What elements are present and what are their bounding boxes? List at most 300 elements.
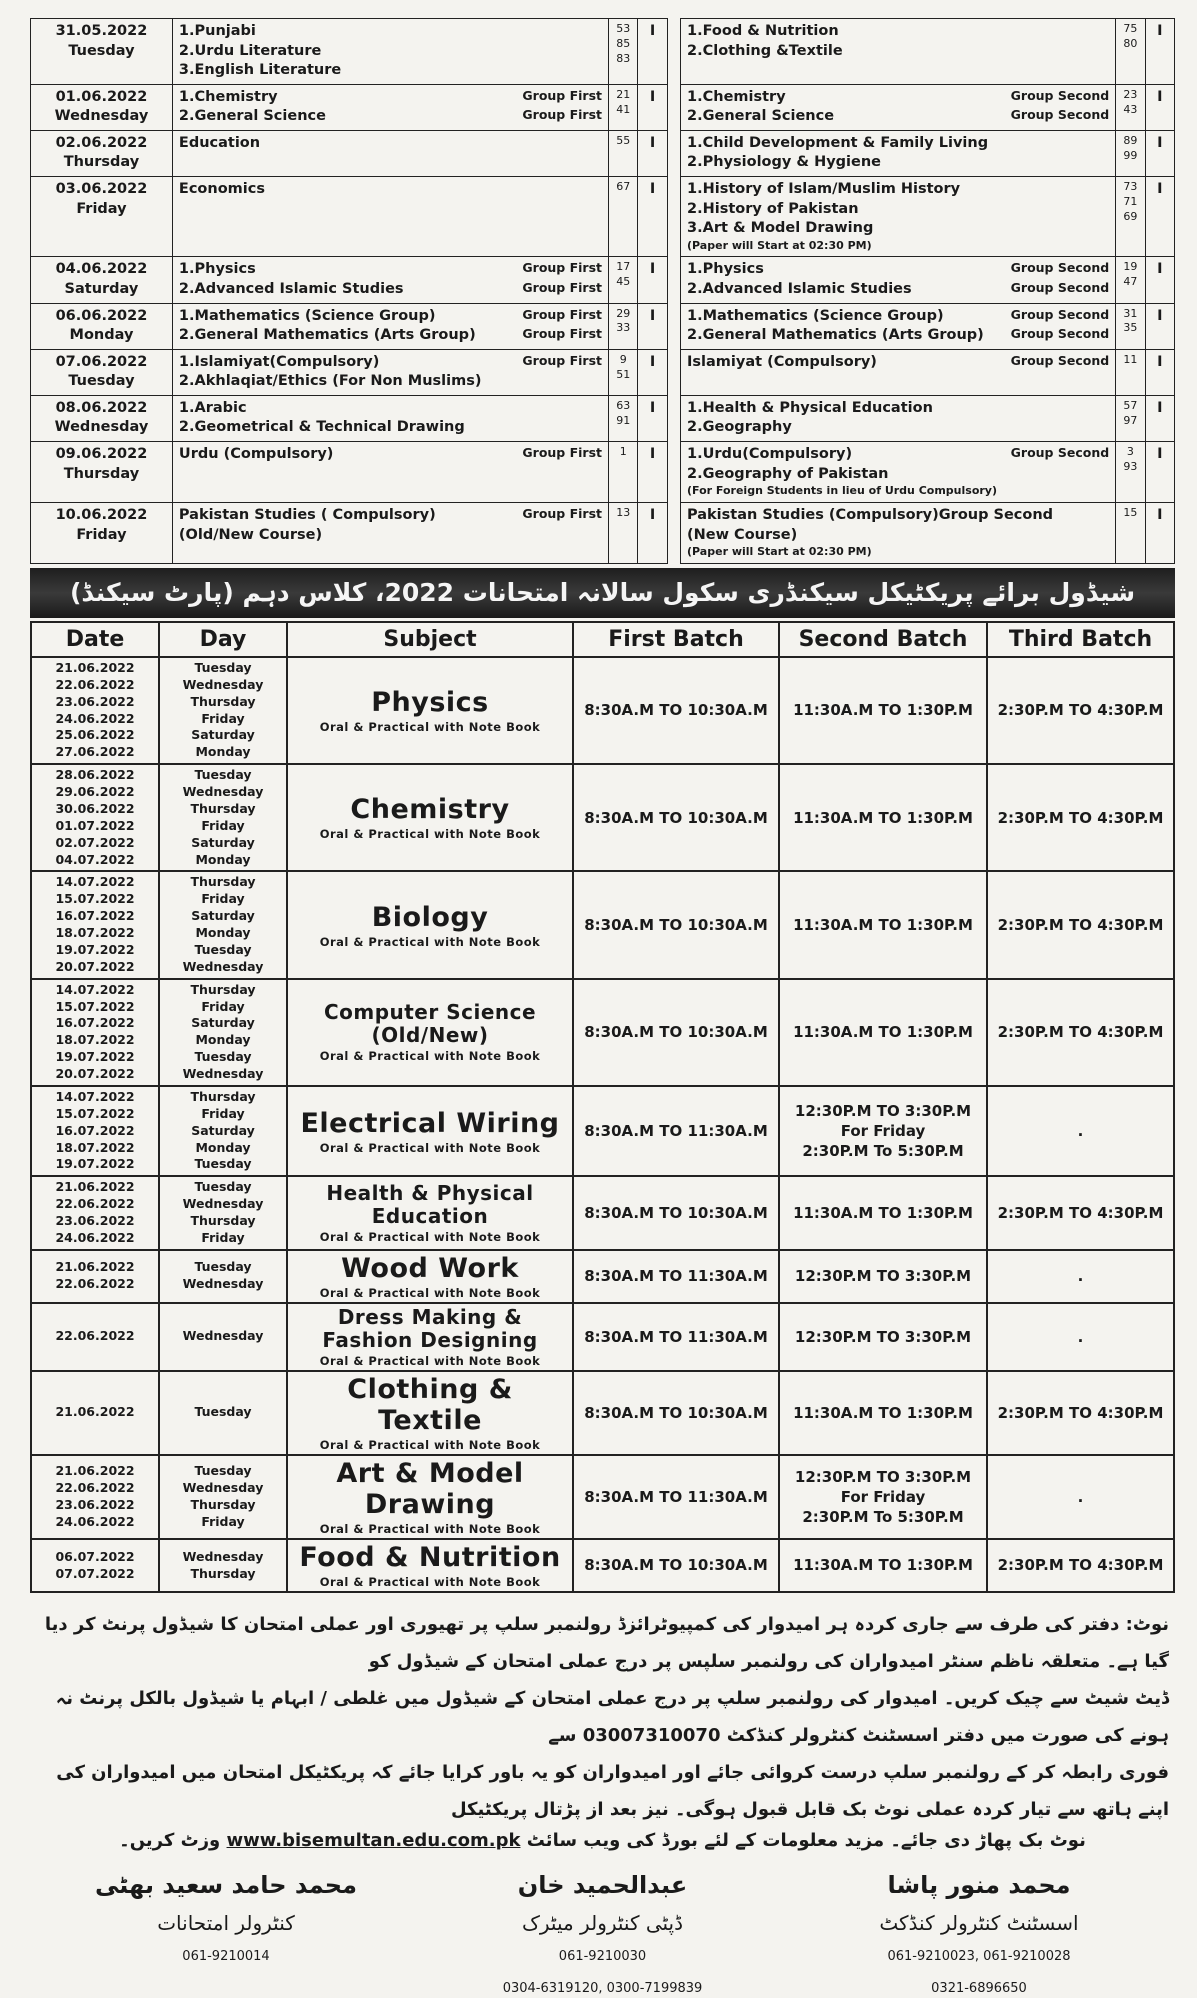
subject-line	[687, 134, 1109, 154]
batch-second-cell	[779, 1455, 987, 1539]
practical-day: Wednesday	[182, 1480, 264, 1496]
practical-day: Friday	[201, 1513, 245, 1529]
subject-name: 2.General Science	[687, 108, 835, 125]
subject-code: 31	[1123, 306, 1138, 320]
theory-date: 02.06.2022	[55, 134, 148, 151]
batch-time: 2:30P.M TO 4:30P.M	[997, 1403, 1164, 1422]
column-gap	[667, 502, 680, 563]
subject-name: 1.Chemistry	[687, 88, 786, 105]
subject-line	[687, 219, 1109, 239]
practical-schedule-banner: شیڈول برائے پریکٹیکل سیکنڈری سکول سالانہ امتحانات 2022، کلاس دہم (پارٹ سیکنڈ)	[30, 568, 1175, 618]
subject-code: 3	[1126, 444, 1134, 458]
practical-date: 04.07.2022	[55, 851, 135, 867]
batch-second-cell	[779, 1371, 987, 1455]
subject-name: Economics	[178, 180, 265, 197]
practical-date: 14.07.2022	[55, 981, 135, 997]
batch-third-cell	[987, 1176, 1174, 1250]
practical-subject-note: Oral & Practical with Note Book	[319, 1437, 541, 1452]
subject-codes-cell	[609, 303, 638, 349]
subject-name: 1.Child Development & Family Living	[687, 134, 989, 151]
subject-code: 35	[1123, 321, 1138, 335]
subject-codes-cell	[609, 502, 638, 563]
time-code: I	[638, 303, 667, 349]
subject-group: Group Second	[1010, 280, 1110, 296]
theory-subjects-cell	[172, 303, 608, 349]
batch-third-cell	[987, 1086, 1174, 1176]
practical-subject-note: Oral & Practical with Note Book	[319, 1522, 541, 1537]
theory-row	[31, 395, 1175, 441]
theory-date-cell	[31, 441, 173, 502]
subject-line	[179, 506, 602, 526]
batch-time: 11:30A.M TO 1:30P.M	[793, 1403, 973, 1422]
practical-date: 21.06.2022	[55, 659, 135, 675]
subject-codes-cell	[1116, 84, 1145, 130]
batch-time: 2:30P.M To 5:30P.M	[802, 1142, 964, 1161]
practical-dates-cell	[31, 1250, 159, 1303]
practical-dates-cell	[31, 657, 159, 764]
subject-group: Group First	[522, 87, 603, 103]
subject-name: 1.Urdu(Compulsory)	[687, 445, 853, 462]
header-first-batch: First Batch	[573, 622, 779, 657]
theory-day: Saturday	[64, 281, 139, 298]
batch-second-cell	[779, 657, 987, 764]
subject-line	[687, 465, 1109, 485]
subject-code: 11	[1123, 352, 1138, 366]
practical-day: Saturday	[191, 1122, 255, 1138]
practical-day: Thursday	[190, 1565, 256, 1581]
practical-day: Thursday	[190, 1088, 256, 1104]
practical-days-cell	[159, 1086, 287, 1176]
subject-line	[687, 200, 1109, 220]
practical-date: 02.07.2022	[55, 834, 135, 850]
practical-day: Tuesday	[194, 1179, 252, 1195]
practical-day: Wednesday	[182, 1276, 264, 1292]
subject-name: 1.History of Islam/Muslim History	[687, 180, 961, 197]
theory-date-cell	[31, 395, 173, 441]
subject-group: Group Second	[1010, 326, 1110, 342]
subject-line	[687, 88, 1109, 108]
practical-subject-note: Oral & Practical with Note Book	[319, 1140, 541, 1155]
batch-first-cell	[573, 1176, 779, 1250]
practical-date: 07.07.2022	[55, 1565, 135, 1581]
practical-date: 21.06.2022	[55, 1463, 135, 1479]
practical-dates-cell	[31, 979, 159, 1086]
subject-code: 85	[616, 36, 631, 50]
subject-name: Islamiyat (Compulsory)	[687, 353, 877, 370]
practical-subject-cell	[287, 1303, 573, 1371]
batch-time: 2:30P.M TO 4:30P.M	[997, 915, 1164, 934]
practical-date: 22.06.2022	[55, 676, 135, 692]
subject-name: Pakistan Studies (Compulsory)Group Second	[687, 506, 1054, 523]
practical-subject-name: Food & Nutrition	[299, 1542, 561, 1574]
theory-subjects-cell	[172, 502, 608, 563]
batch-second-cell	[779, 1539, 987, 1592]
subject-line	[179, 107, 602, 127]
practical-subject-cell	[287, 1086, 573, 1176]
subject-group: Group First	[522, 260, 603, 276]
subject-name: 1.Punjabi	[178, 23, 256, 39]
practical-day: Wednesday	[182, 1328, 264, 1344]
theory-row	[31, 441, 1175, 502]
batch-third-cell	[987, 979, 1174, 1086]
practical-day: Monday	[195, 1139, 251, 1155]
theory-subjects-cell	[681, 502, 1116, 563]
theory-subjects-cell	[681, 395, 1116, 441]
practical-day: Friday	[201, 998, 245, 1014]
subject-code: 47	[1123, 275, 1138, 289]
batch-second-cell	[779, 1303, 987, 1371]
practical-day: Thursday	[190, 981, 256, 997]
practical-date: 28.06.2022	[55, 767, 135, 783]
batch-time: 2:30P.M TO 4:30P.M	[997, 808, 1164, 827]
subject-codes-cell	[1116, 257, 1145, 303]
practical-row	[31, 1176, 1174, 1250]
subject-codes-cell	[609, 349, 638, 395]
practical-day: Wednesday	[182, 1066, 264, 1082]
subject-line	[687, 22, 1109, 42]
subject-name: (Old/New Course)	[178, 526, 323, 543]
subject-code: 80	[1123, 36, 1138, 50]
subject-line	[687, 307, 1109, 327]
practical-row	[31, 1371, 1174, 1455]
subject-code: 63	[616, 398, 631, 412]
subject-codes-cell	[609, 130, 638, 176]
subject-name: 1.Food & Nutrition	[687, 23, 839, 39]
practical-subject-note: Oral & Practical with Note Book	[319, 1353, 541, 1368]
batch-third-cell	[987, 657, 1174, 764]
practical-subject-cell	[287, 657, 573, 764]
subject-name: 2.Physiology & Hygiene	[687, 154, 882, 171]
subject-codes-cell	[1116, 441, 1145, 502]
time-code: I	[638, 441, 667, 502]
theory-date: 04.06.2022	[55, 261, 148, 278]
practical-row	[31, 1455, 1174, 1539]
theory-row	[31, 257, 1175, 303]
practical-date: 16.07.2022	[55, 1015, 135, 1031]
subject-codes-cell	[1116, 176, 1145, 257]
batch-time: .	[1077, 1121, 1084, 1140]
time-code: I	[1145, 257, 1174, 303]
practical-day: Saturday	[191, 834, 255, 850]
batch-second-cell	[779, 871, 987, 978]
batch-time: 2:30P.M TO 4:30P.M	[997, 1023, 1164, 1042]
theory-day: Thursday	[63, 154, 140, 171]
theory-date-cell	[31, 257, 173, 303]
signatory-phone: 061-9210014	[182, 1949, 270, 1965]
notes-section	[30, 1607, 1175, 1828]
time-code: I	[1145, 84, 1174, 130]
practical-dates-cell	[31, 1086, 159, 1176]
subject-name: 1.Chemistry	[178, 88, 278, 105]
subject-code: 97	[1123, 413, 1138, 427]
subject-code: 23	[1123, 87, 1138, 101]
subject-line	[179, 418, 602, 438]
time-code: I	[638, 502, 667, 563]
batch-time: 8:30A.M TO 10:30A.M	[584, 915, 768, 934]
batch-time: 8:30A.M TO 11:30A.M	[584, 1487, 768, 1506]
practical-date: 15.07.2022	[55, 891, 135, 907]
practical-date: 18.07.2022	[55, 925, 135, 941]
practical-date: 14.07.2022	[55, 1088, 135, 1104]
practical-day: Thursday	[190, 1213, 256, 1229]
batch-time: 8:30A.M TO 10:30A.M	[584, 1023, 768, 1042]
practical-date: 24.06.2022	[55, 1513, 135, 1529]
batch-time: .	[1077, 1267, 1084, 1286]
subject-code: 69	[1123, 209, 1138, 223]
practical-days-cell	[159, 1455, 287, 1539]
practical-header-row	[31, 622, 1174, 657]
batch-time: 11:30A.M TO 1:30P.M	[793, 701, 973, 720]
theory-row	[31, 84, 1175, 130]
theory-subjects-cell	[681, 176, 1116, 257]
time-code: I	[638, 176, 667, 257]
subject-name: 3.English Literature	[178, 62, 342, 79]
practical-row	[31, 1086, 1174, 1176]
subject-codes-cell	[609, 395, 638, 441]
theory-date: 01.06.2022	[55, 88, 148, 105]
subject-code: 99	[1123, 148, 1138, 162]
theory-date: 09.06.2022	[55, 445, 148, 462]
practical-subject-cell	[287, 1250, 573, 1303]
signatory-phone-2: 0321-6896650	[931, 1980, 1027, 1996]
subject-code: 33	[616, 321, 631, 335]
subject-line	[179, 307, 602, 327]
practical-subject-name: Computer Science (Old/New)	[323, 1000, 537, 1048]
practical-date: 21.06.2022	[55, 1404, 135, 1420]
subject-line	[179, 280, 602, 300]
time-code: I	[638, 257, 667, 303]
date-sheet-page	[30, 18, 1175, 1998]
practical-date: 18.07.2022	[55, 1032, 135, 1048]
theory-subjects-cell	[681, 19, 1116, 85]
time-code: I	[1145, 130, 1174, 176]
practical-subject-name: Biology	[371, 901, 489, 933]
theory-row	[31, 502, 1175, 563]
practical-row	[31, 764, 1174, 871]
theory-day: Friday	[76, 200, 127, 217]
theory-date-cell	[31, 502, 173, 563]
batch-time: 8:30A.M TO 11:30A.M	[584, 1327, 768, 1346]
theory-subjects-cell	[681, 303, 1116, 349]
subject-name: 2.Advanced Islamic Studies	[178, 281, 404, 298]
subject-name: 1.Arabic	[178, 399, 247, 416]
practical-day: Wednesday	[182, 784, 264, 800]
subject-name: 2.Geometrical & Technical Drawing	[178, 419, 465, 436]
subject-code: 89	[1123, 133, 1138, 147]
practical-date: 01.07.2022	[55, 817, 135, 833]
batch-second-cell	[779, 979, 987, 1086]
practical-subject-name: Physics	[371, 687, 489, 718]
batch-time: .	[1077, 1487, 1084, 1506]
time-code: I	[1145, 395, 1174, 441]
batch-time: For Friday	[840, 1487, 926, 1506]
signature-block	[443, 1871, 763, 1998]
practical-date: 22.06.2022	[55, 1276, 135, 1292]
subject-name: 2.General Mathematics (Arts Group)	[687, 327, 984, 344]
paper-note: (For Foreign Students in lieu of Urdu Compulsory)	[687, 484, 998, 498]
subject-codes-cell	[609, 19, 638, 85]
practical-date: 25.06.2022	[55, 727, 135, 743]
note-line: فوری رابطہ کر کے رولنمبر سلپ درست کروائی جائے اور امیدواران کو یہ باور کرایا جائے کہ پریکٹیکل امتحان میں امیدواران کی اپنے ہاتھ سے تیار کردہ عملی نوٹ بک قابل قبول ہوگی۔ نیز بعد از پڑتال پریکٹیکل	[56, 1761, 1169, 1820]
theory-subjects-cell	[172, 19, 608, 85]
column-gap	[667, 303, 680, 349]
theory-row	[31, 176, 1175, 257]
practical-date: 22.06.2022	[55, 1480, 135, 1496]
batch-time: 2:30P.M TO 4:30P.M	[997, 1203, 1164, 1222]
theory-subjects-cell	[172, 395, 608, 441]
subject-code: 29	[616, 306, 631, 320]
batch-time: 8:30A.M TO 11:30A.M	[584, 1267, 768, 1286]
batch-third-cell	[987, 1250, 1174, 1303]
subject-code: 75	[1123, 22, 1138, 35]
practical-days-cell	[159, 1539, 287, 1592]
batch-time: 2:30P.M TO 4:30P.M	[997, 701, 1164, 720]
batch-first-cell	[573, 1371, 779, 1455]
practical-date: 15.07.2022	[55, 1105, 135, 1121]
practical-date: 27.06.2022	[55, 744, 135, 760]
theory-date-cell	[31, 176, 173, 257]
theory-subjects-cell	[681, 84, 1116, 130]
batch-third-cell	[987, 871, 1174, 978]
theory-day: Thursday	[63, 465, 140, 482]
time-code: I	[638, 19, 667, 85]
batch-time: 12:30P.M TO 3:30P.M	[794, 1327, 972, 1346]
theory-day: Monday	[69, 327, 134, 344]
batch-time: 12:30P.M TO 3:30P.M	[794, 1267, 972, 1286]
practical-date: 30.06.2022	[55, 800, 135, 816]
website-link[interactable]: www.bisemultan.edu.com.pk	[226, 1830, 521, 1852]
subject-codes-cell	[609, 441, 638, 502]
website-line	[30, 1830, 1175, 1851]
theory-subjects-cell	[172, 349, 608, 395]
subject-codes-cell	[1116, 303, 1145, 349]
subject-code: 83	[616, 51, 631, 65]
subject-line	[687, 107, 1109, 127]
time-code: I	[1145, 502, 1174, 563]
practical-day: Thursday	[190, 1496, 256, 1512]
theory-subjects-cell	[172, 130, 608, 176]
subject-line	[687, 326, 1109, 346]
column-gap	[667, 130, 680, 176]
column-gap	[667, 19, 680, 85]
practical-day: Friday	[201, 891, 245, 907]
practical-subject-cell	[287, 1539, 573, 1592]
practical-dates-cell	[31, 1303, 159, 1371]
practical-day: Tuesday	[194, 1463, 252, 1479]
signatory-title: اسسٹنٹ کنٹرولر کنڈکٹ	[879, 1911, 1079, 1936]
batch-time: 12:30P.M TO 3:30P.M	[794, 1101, 972, 1120]
subject-group: Group Second	[1010, 260, 1110, 276]
subject-name: 1.Physics	[178, 261, 256, 278]
practical-day: Saturday	[191, 1015, 255, 1031]
subject-name: 2.Clothing &Textile	[687, 42, 843, 59]
signatures	[30, 1871, 1175, 1998]
time-code: I	[1145, 441, 1174, 502]
practical-dates-cell	[31, 1455, 159, 1539]
practical-subject-note: Oral & Practical with Note Book	[319, 720, 541, 735]
header-second-batch: Second Batch	[779, 622, 987, 657]
theory-day: Tuesday	[68, 42, 135, 59]
subject-name: 3.Art & Model Drawing	[687, 220, 874, 237]
subject-line	[687, 506, 1109, 526]
batch-second-cell	[779, 764, 987, 871]
subject-code: 51	[616, 367, 631, 381]
batch-time: 11:30A.M TO 1:30P.M	[793, 1203, 973, 1222]
practical-days-cell	[159, 1176, 287, 1250]
subject-line	[179, 372, 602, 392]
subject-codes-cell	[1116, 395, 1145, 441]
time-code: I	[1145, 303, 1174, 349]
practical-subject-name: Dress Making & Fashion Designing	[322, 1304, 538, 1352]
theory-day: Wednesday	[54, 419, 149, 436]
practical-day: Monday	[195, 925, 251, 941]
batch-time: 8:30A.M TO 10:30A.M	[584, 1203, 768, 1222]
practical-day: Tuesday	[194, 1259, 252, 1275]
practical-dates-cell	[31, 1371, 159, 1455]
time-code: I	[1145, 19, 1174, 85]
practical-day: Wednesday	[182, 958, 264, 974]
practical-day: Monday	[195, 1032, 251, 1048]
subject-group: Group First	[522, 352, 603, 368]
subject-group: Group First	[522, 444, 603, 460]
practical-date: 06.07.2022	[55, 1548, 135, 1564]
batch-time: 2:30P.M TO 4:30P.M	[997, 1556, 1164, 1575]
theory-row	[31, 349, 1175, 395]
subject-line	[687, 399, 1109, 419]
signatory-name: محمد حامد سعید بھٹی	[95, 1871, 357, 1900]
subject-codes-cell	[1116, 130, 1145, 176]
subject-name: 1.Islamiyat(Compulsory)	[178, 353, 380, 370]
batch-time: 11:30A.M TO 1:30P.M	[793, 1023, 973, 1042]
practical-schedule-table	[30, 621, 1175, 1593]
theory-subjects-cell	[172, 441, 608, 502]
batch-time: 11:30A.M TO 1:30P.M	[793, 1556, 973, 1575]
subject-code: 43	[1123, 102, 1138, 116]
practical-day: Tuesday	[194, 941, 252, 957]
subject-name: 1.Mathematics (Science Group)	[687, 307, 944, 324]
practical-dates-cell	[31, 764, 159, 871]
column-gap	[667, 349, 680, 395]
practical-subject-name: Electrical Wiring	[300, 1107, 560, 1139]
practical-subject-name: Clothing & Textile	[347, 1373, 513, 1436]
practical-date: 19.07.2022	[55, 1049, 135, 1065]
practical-day: Thursday	[190, 693, 256, 709]
theory-day: Wednesday	[54, 108, 149, 125]
column-gap	[667, 395, 680, 441]
practical-subject-cell	[287, 1371, 573, 1455]
theory-date: 06.06.2022	[55, 307, 148, 324]
subject-line	[687, 260, 1109, 280]
subject-codes-cell	[1116, 349, 1145, 395]
subject-name: 1.Health & Physical Education	[687, 399, 933, 416]
batch-third-cell	[987, 1455, 1174, 1539]
subject-codes-cell	[1116, 19, 1145, 85]
theory-row	[31, 130, 1175, 176]
subject-line	[179, 88, 602, 108]
theory-row	[31, 19, 1175, 85]
time-code: I	[1145, 349, 1174, 395]
subject-group: Group Second	[1010, 107, 1110, 123]
subject-name: 1.Mathematics (Science Group)	[178, 307, 436, 324]
practical-subject-note: Oral & Practical with Note Book	[319, 1049, 541, 1064]
batch-time: 12:30P.M TO 3:30P.M	[794, 1467, 972, 1486]
batch-first-cell	[573, 871, 779, 978]
header-third-batch: Third Batch	[987, 622, 1174, 657]
subject-code: 21	[616, 87, 631, 101]
subject-name: 2.Geography of Pakistan	[687, 465, 889, 482]
subject-name: 2.General Mathematics (Arts Group)	[178, 327, 476, 344]
signature-block	[819, 1871, 1139, 1998]
